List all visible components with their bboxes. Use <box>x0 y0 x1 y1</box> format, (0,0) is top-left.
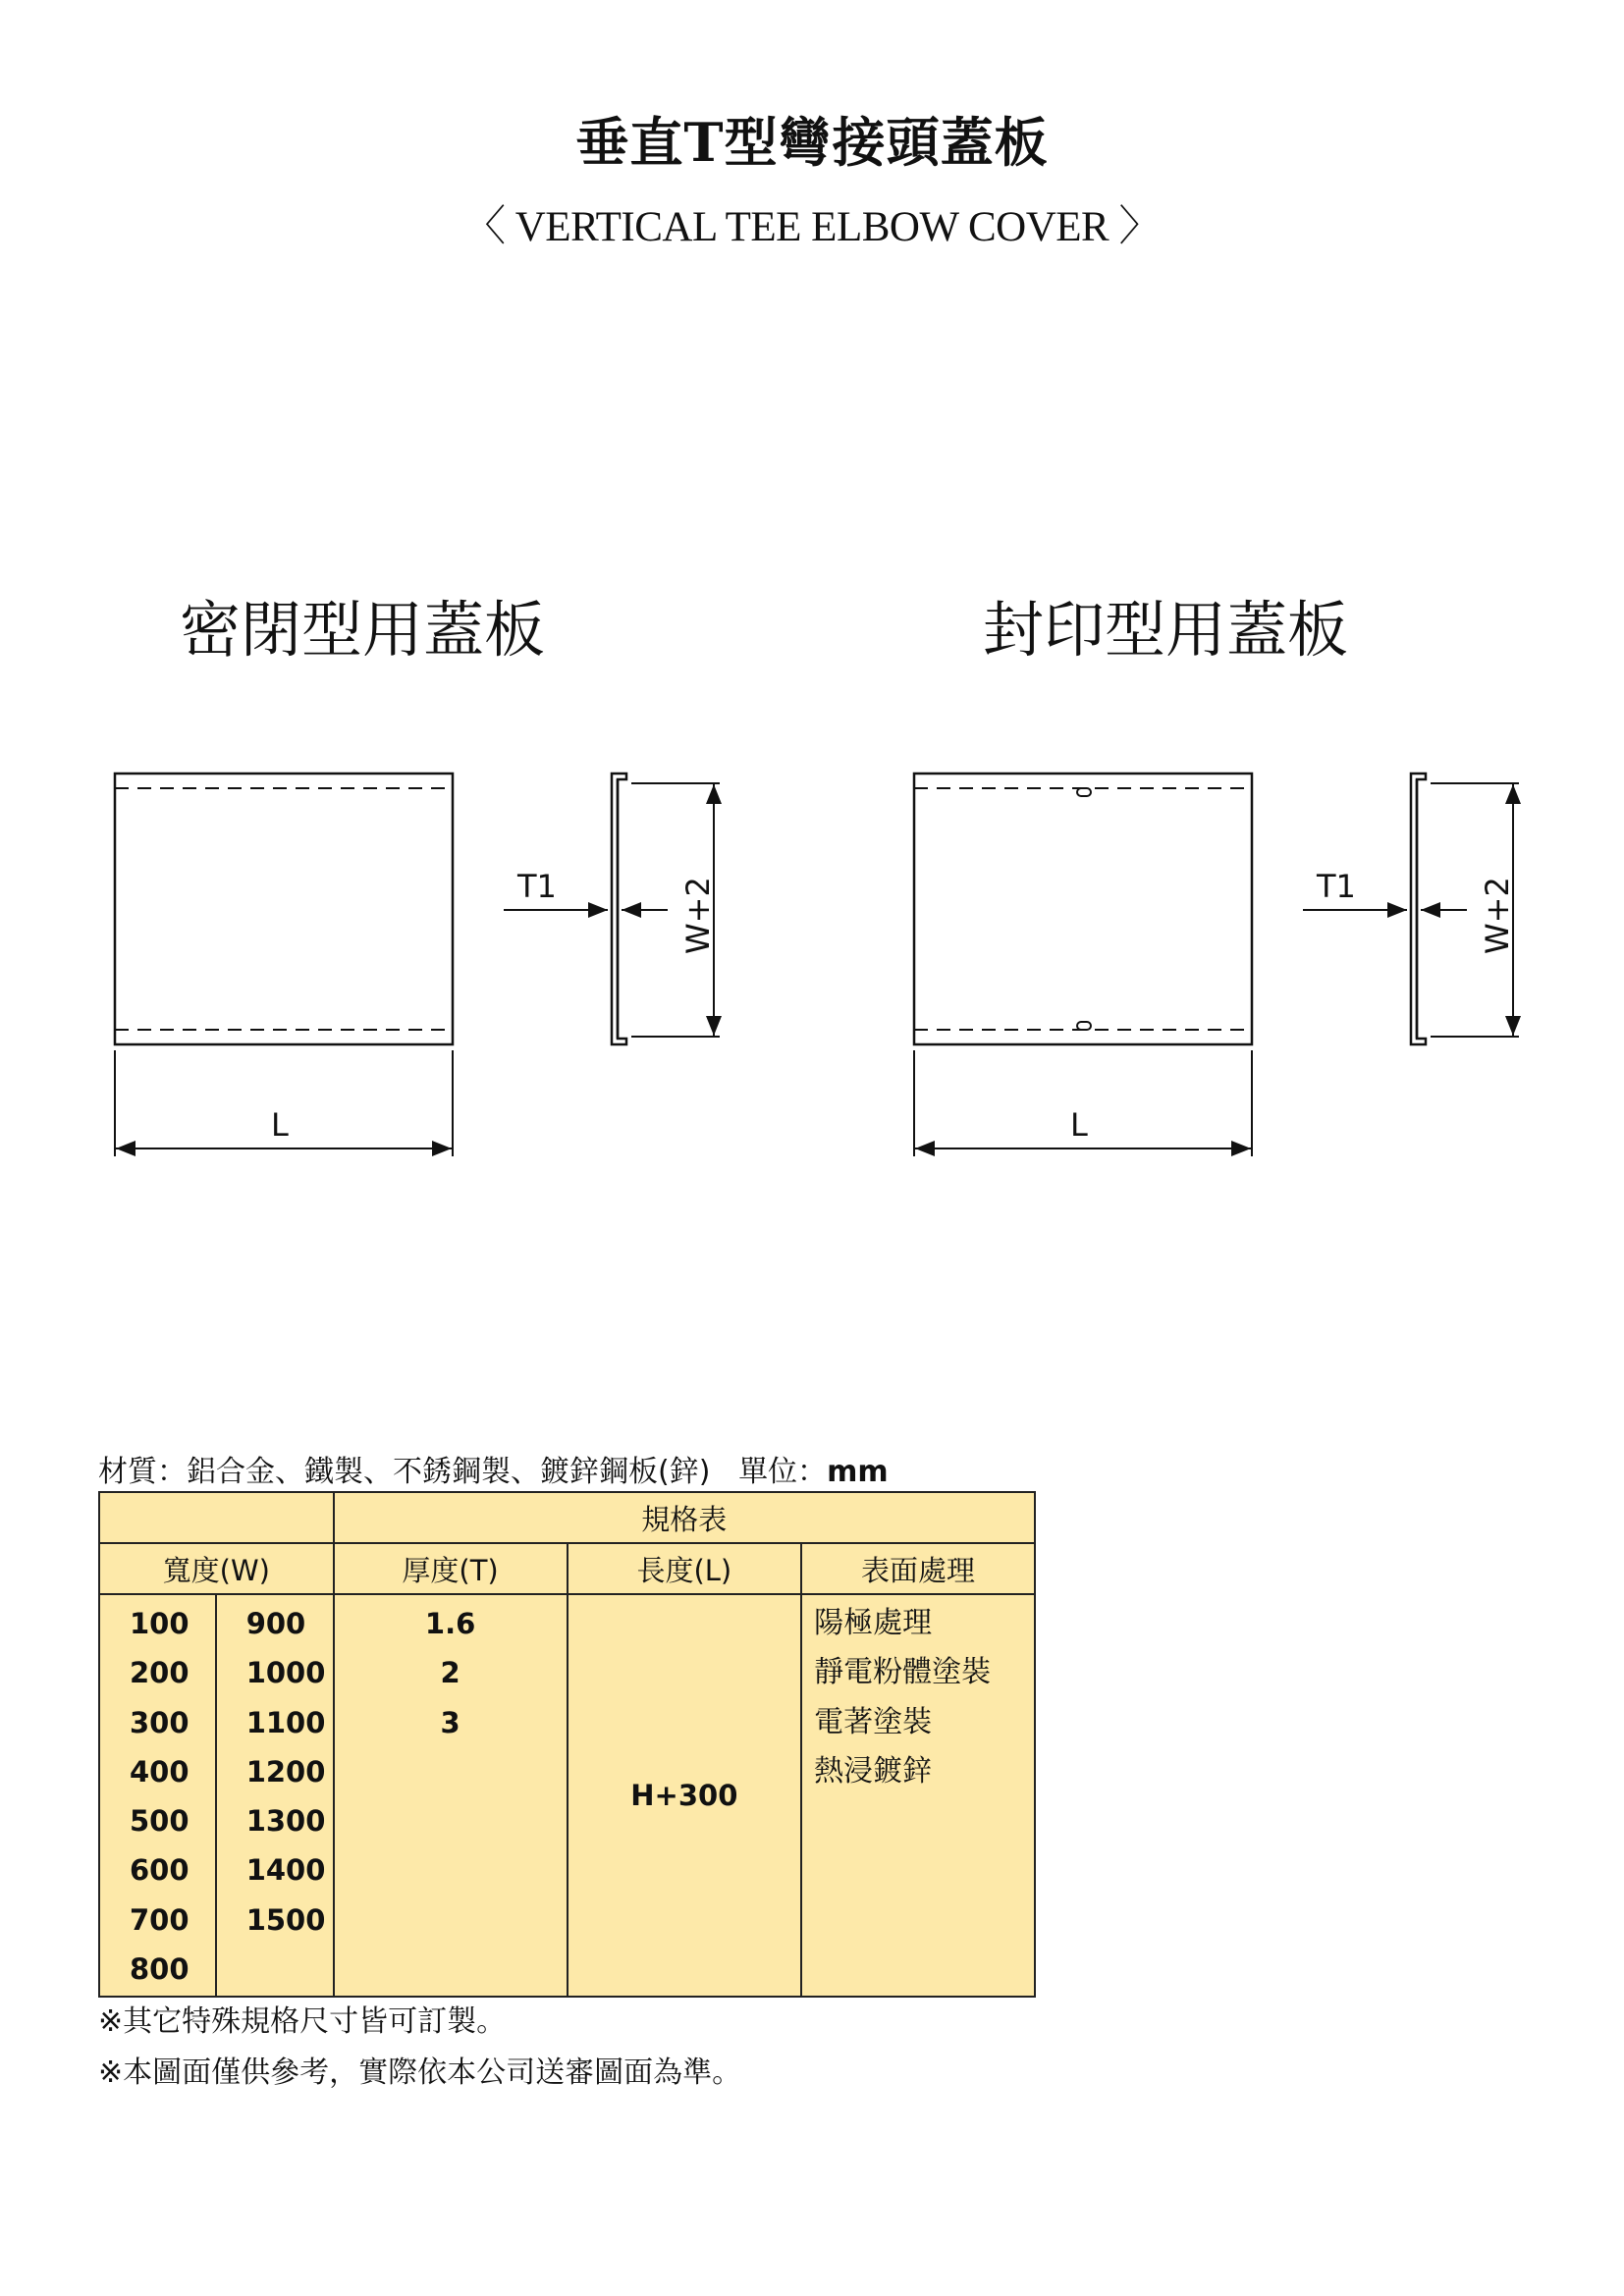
unit-label: 單位： <box>738 1455 828 1489</box>
finish-value: 靜電粉體塗裝 <box>814 1655 992 1690</box>
width-value: 200 <box>130 1656 189 1690</box>
finish-value: 陽極處理 <box>814 1606 933 1640</box>
dim-length-right: L <box>1070 1106 1088 1144</box>
table-corner-cell <box>99 1492 334 1543</box>
thickness-value: 2 <box>440 1656 460 1690</box>
width-value: 600 <box>130 1853 189 1888</box>
dim-thickness-left: T1 <box>517 868 557 905</box>
width-value: 1100 <box>245 1705 326 1739</box>
width-column-b <box>216 1594 334 1997</box>
header-width: 寬度(W) <box>99 1543 334 1594</box>
page-title: 垂直T型彎接頭蓋板 <box>575 111 1049 174</box>
spec-table <box>98 1491 1036 1998</box>
thickness-column <box>334 1594 568 1997</box>
drawing-sealing-front <box>914 774 1252 1156</box>
width-value: 500 <box>130 1804 189 1839</box>
width-value: 100 <box>130 1607 189 1640</box>
material-label: 材質：鋁合金、鐵製、不銹鋼製、鍍鋅鋼板(鋅) <box>98 1455 711 1489</box>
dim-length-left: L <box>271 1106 289 1144</box>
width-value: 1400 <box>245 1853 326 1888</box>
thickness-value: 3 <box>440 1705 460 1739</box>
width-value: 1300 <box>245 1804 326 1839</box>
heading-sealed-cover: 密閉型用蓋板 <box>180 594 546 666</box>
width-value: 800 <box>130 1952 189 1987</box>
width-value: 1000 <box>245 1656 326 1690</box>
width-value: 1200 <box>245 1754 326 1789</box>
table-caption: 規格表 <box>334 1492 1035 1543</box>
length-value: H+300 <box>630 1779 738 1812</box>
width-value: 700 <box>130 1902 189 1937</box>
width-value: 1500 <box>245 1902 326 1937</box>
unit-value: mm <box>827 1455 889 1489</box>
note-custom-sizes: ※其它特殊規格尺寸皆可訂製。 <box>98 2004 507 2039</box>
note-reference-only: ※本圖面僅供參考，實際依本公司送審圖面為準。 <box>98 2056 742 2090</box>
finish-column <box>801 1594 1035 1997</box>
width-value: 900 <box>245 1607 306 1640</box>
material-line <box>98 1447 889 1490</box>
width-value: 300 <box>130 1705 189 1739</box>
finish-value: 熱浸鍍鋅 <box>814 1753 933 1789</box>
thickness-value: 1.6 <box>424 1607 476 1640</box>
page-subtitle: 〈 VERTICAL TEE ELBOW COVER 〉 <box>463 204 1161 250</box>
dim-width-left: W+2 <box>679 877 717 954</box>
heading-sealing-cover: 封印型用蓋板 <box>983 594 1349 666</box>
width-column-a <box>99 1594 216 1997</box>
header-thickness: 厚度(T) <box>334 1543 568 1594</box>
finish-value: 電著塗裝 <box>814 1704 933 1739</box>
header-finish: 表面處理 <box>801 1543 1035 1594</box>
dim-thickness-right: T1 <box>1317 868 1356 905</box>
dim-width-right: W+2 <box>1479 877 1516 954</box>
header-length: 長度(L) <box>568 1543 802 1594</box>
length-column <box>568 1594 802 1997</box>
width-value: 400 <box>130 1754 189 1789</box>
drawing-sealed-front <box>115 774 453 1156</box>
